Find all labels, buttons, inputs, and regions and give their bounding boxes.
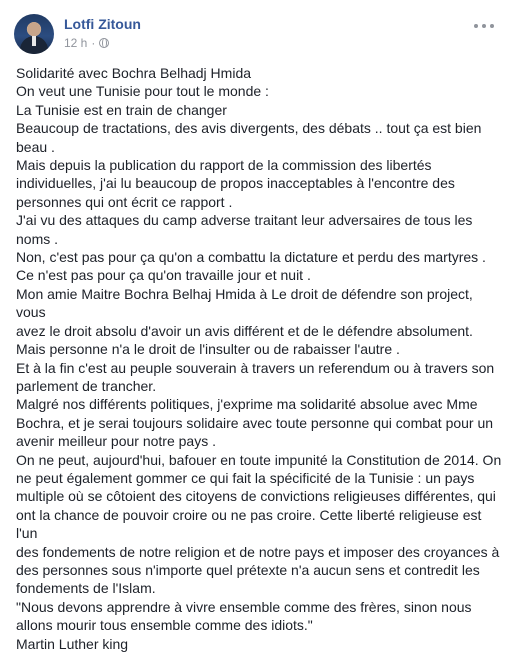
post-meta bbox=[64, 36, 109, 50]
post-text-line: avenir meilleur pour notre pays . bbox=[16, 433, 216, 450]
post-text-line: allons mourir tous ensemble comme des idiots." bbox=[16, 617, 313, 634]
post-header bbox=[14, 14, 494, 54]
globe-icon[interactable] bbox=[99, 38, 109, 48]
post-text-line: personnes qui ont écrit ce rapport . bbox=[16, 193, 233, 210]
post-text-line: Mais depuis la publication du rapport de la commission des libertés bbox=[16, 157, 432, 174]
post-text-line: Malgré nos différents politiques, j'exprime ma solidarité absolue avec Mme bbox=[16, 396, 478, 413]
post-text-line: Bochra, et je serai toujours solidaire avec toute personne qui combat pour un bbox=[16, 414, 494, 431]
post-text-line: Et à la fin c'est au peuple souverain à travers un referendum ou à travers son bbox=[16, 359, 495, 376]
post-text-line: J'ai vu des attaques du camp adverse traitant leur adversaires de tous les bbox=[16, 212, 473, 229]
post-text-line: ne peut également gommer ce qui fait la spécificité de la Tunisie : un pays bbox=[16, 469, 475, 486]
more-dot bbox=[482, 24, 486, 28]
post-text-line: Non, c'est pas pour ça qu'on a combattu la dictature et perdu des martyres . bbox=[16, 249, 486, 266]
post-text-line: Beaucoup de tractations, des avis divergents, des débats .. tout ça est bien bbox=[16, 120, 482, 137]
post-text-line: Solidarité avec Bochra Belhadj Hmida bbox=[16, 65, 252, 81]
post-text-line: parlement de trancher. bbox=[16, 377, 157, 394]
avatar-face bbox=[28, 22, 40, 36]
post-text bbox=[16, 64, 502, 653]
post-text-line: On veut une Tunisie pour tout le monde : bbox=[16, 83, 269, 100]
post-text-line: fondements de l'Islam. bbox=[16, 580, 156, 597]
avatar[interactable] bbox=[14, 14, 54, 54]
post-text-line: noms . bbox=[16, 230, 59, 247]
post-timestamp[interactable]: 12 h bbox=[64, 36, 88, 50]
post-text-line: des personnes sous n'importe quel prétexte n'a aucun sens et contredit les bbox=[16, 561, 480, 578]
post-text-line: Ce n'est pas pour ça qu'on travaille jour et nuit . bbox=[16, 267, 311, 284]
post-text-line: Mais personne n'a le droit de l'insulter ou de rabaisser l'autre . bbox=[16, 341, 400, 358]
avatar-collar bbox=[32, 36, 36, 46]
author-name[interactable]: Lotfi Zitoun bbox=[64, 16, 141, 32]
post-text-line: individuelles, j'ai lu beaucoup de propos inacceptables à l'encontre des bbox=[16, 175, 455, 192]
post-text-line: Martin Luther king bbox=[16, 635, 129, 652]
post-text-line: La Tunisie est en train de changer bbox=[16, 101, 227, 118]
post-text-line: des fondements de notre religion et de notre pays et imposer des croyances à bbox=[16, 543, 500, 560]
more-dot bbox=[490, 24, 494, 28]
meta-separator: · bbox=[91, 36, 96, 50]
post-text-line: avez le droit absolu d'avoir un avis différent et de le défendre absolument. bbox=[16, 322, 473, 339]
post-text-line: multiple où se côtoient des citoyens de convictions religieuses différentes, qui bbox=[16, 488, 496, 505]
more-dot bbox=[474, 24, 478, 28]
post-text-line: "Nous devons apprendre à vivre ensemble comme des frères, sinon nous bbox=[16, 598, 472, 615]
post-text-line: ont la chance de pouvoir croire ou ne pas croire. Cette liberté religieuse est l'un bbox=[16, 506, 482, 542]
more-options-icon[interactable] bbox=[474, 20, 494, 32]
post-text-line: beau . bbox=[16, 138, 55, 155]
post-text-line: Mon amie Maitre Bochra Belhaj Hmida à Le droit de défendre son project, vous bbox=[16, 285, 473, 321]
post-text-line: On ne peut, aujourd'hui, bafouer en toute impunité la Constitution de 2014. On bbox=[16, 451, 502, 468]
